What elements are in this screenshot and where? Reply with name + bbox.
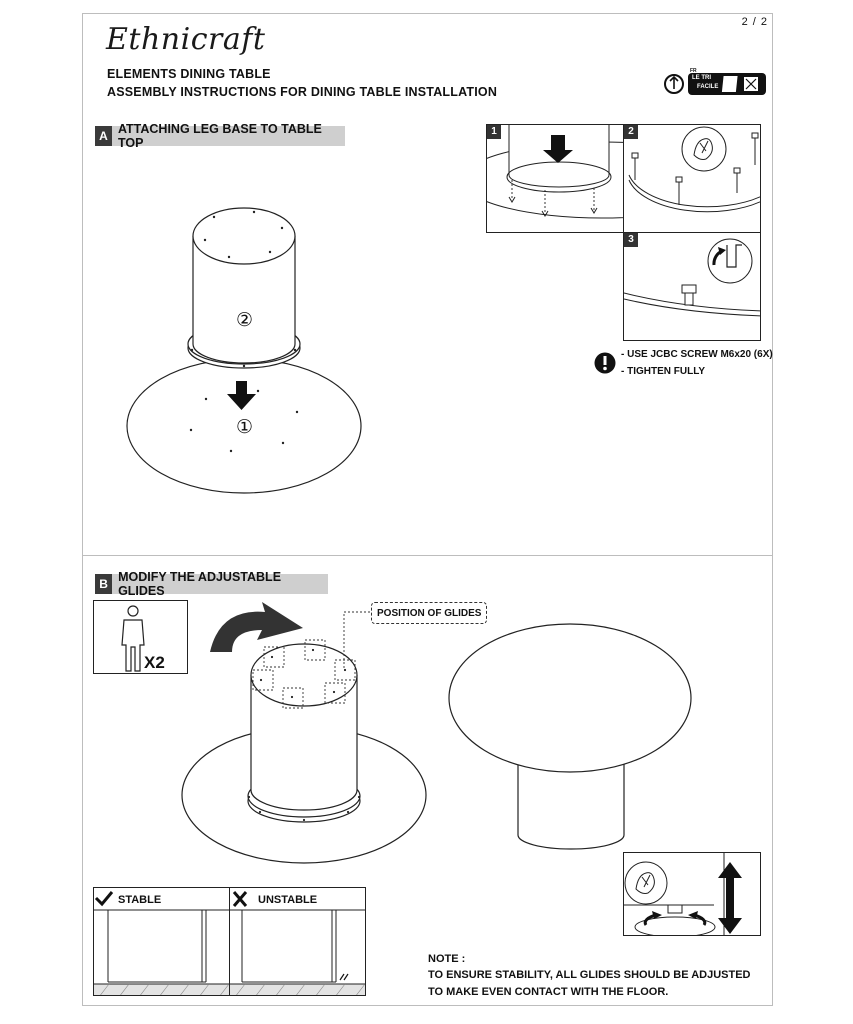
note-line-2: TO MAKE EVEN CONTACT WITH THE FLOOR. <box>428 986 669 998</box>
step-2-badge: 2 <box>624 125 638 139</box>
persons-count: X2 <box>144 653 165 672</box>
product-title: ELEMENTS DINING TABLE <box>107 67 271 81</box>
up-down-arrow-icon <box>718 862 742 934</box>
section-b-letter: B <box>95 574 112 594</box>
part-number-top: ① <box>236 416 254 438</box>
step-1-badge: 1 <box>487 125 501 139</box>
warning-line-2: - TIGHTEN FULLY <box>621 366 706 377</box>
section-a-letter: A <box>95 126 112 146</box>
recycle-text-top: LE TRI <box>692 75 711 81</box>
stable-panel <box>93 887 230 996</box>
part-number-leg: ② <box>236 309 254 331</box>
recycle-text-bottom: FACILE <box>697 84 719 90</box>
glides-callout-text: POSITION OF GLIDES <box>377 607 482 619</box>
glides-callout <box>371 602 487 624</box>
note-line-1: TO ENSURE STABILITY, ALL GLIDES SHOULD BE ADJUSTED <box>428 969 751 981</box>
stable-label: STABLE <box>118 894 162 906</box>
brand-logo: Ethnicraft <box>106 22 266 57</box>
recycle-code: FR <box>690 68 697 74</box>
document-title: ASSEMBLY INSTRUCTIONS FOR DINING TABLE INSTALLATION <box>107 85 498 99</box>
warning-line-1: - USE JCBC SCREW M6x20 (6X) <box>621 349 773 360</box>
unstable-label: UNSTABLE <box>258 894 318 906</box>
unstable-panel <box>229 887 366 996</box>
note-title: NOTE : <box>428 953 466 965</box>
page-number: 2 / 2 <box>741 16 768 28</box>
section-b-title: MODIFY THE ADJUSTABLE GLIDES <box>118 570 282 598</box>
step-3-badge: 3 <box>624 233 638 247</box>
section-a-title: ATTACHING LEG BASE TO TABLE TOP <box>117 122 322 150</box>
